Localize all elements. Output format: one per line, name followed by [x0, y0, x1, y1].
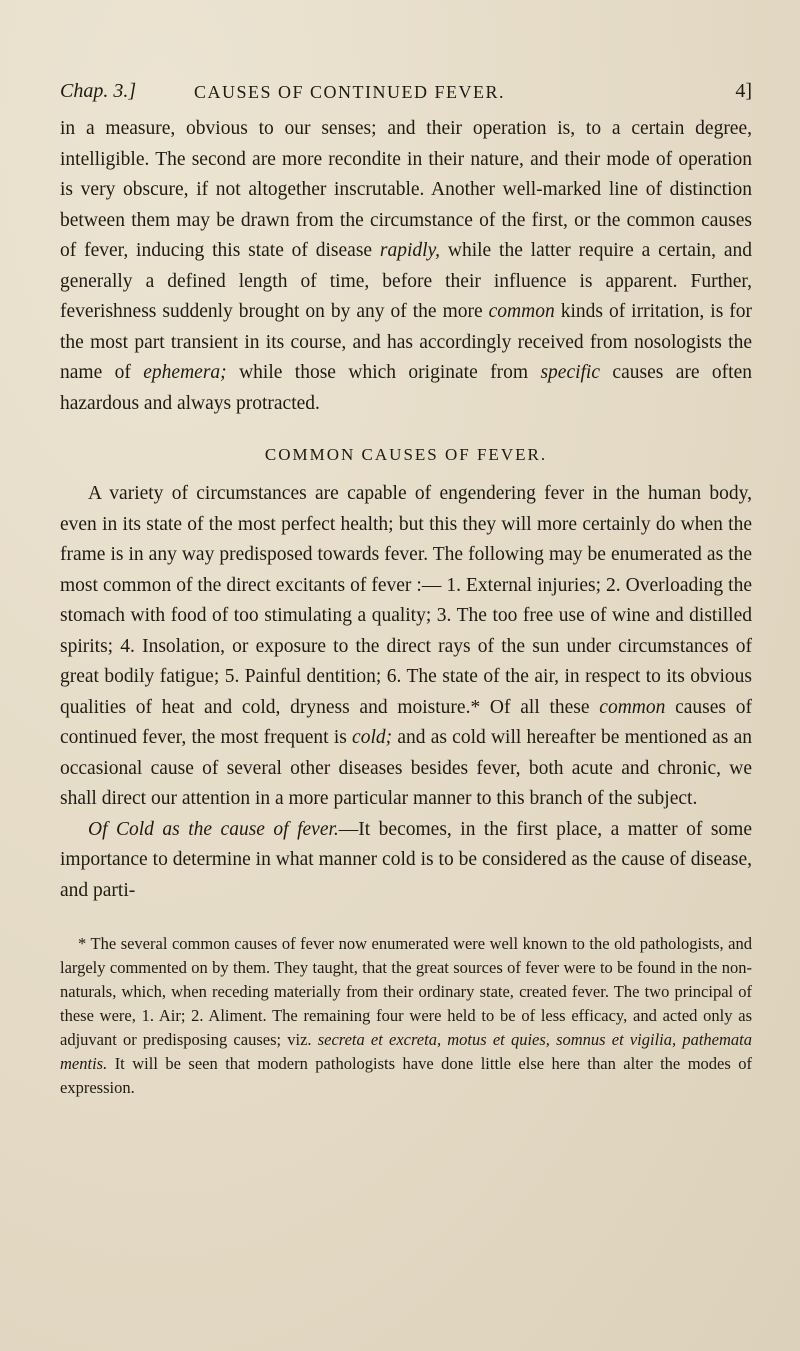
italic-run: specific — [540, 362, 601, 383]
chapter-label: Chap. 3.] — [60, 80, 137, 102]
paragraph-cold — [60, 815, 752, 907]
italic-run: common — [599, 696, 666, 718]
italic-run: Of Cold as the cause of fever. — [88, 818, 339, 840]
paragraph-continued — [60, 114, 752, 419]
running-head — [60, 80, 752, 114]
text-run: while those which originate from — [226, 362, 541, 383]
italic-run: rapidly, — [379, 240, 441, 261]
text-run: It will be seen that modern pathologists have done little else here than alter the modes of expression. — [60, 1054, 752, 1097]
section-heading: COMMON CAUSES OF FEVER. — [264, 445, 548, 464]
text-run: A variety of circumstances are capable of engendering fever in the human body, even in its state of the most perfect health; but this they will more certainly do when the frame is in any way predisposed towards fever. The following may be enumerated as the most common of the direct excitants of fever :— 1. External injuries; 2. Overloading the stomach with food of too stimulating a quality; 3. The too free use of wine and distilled spirits; 4. Insolation, or exposure to the direct rays of the sun under circumstances of great bodily fatigue; 5. Painful dentition; 6. The state of the air, in respect to its obvious qualities of heat and cold, dryness and moisture.* Of all these — [60, 483, 752, 718]
page-number: 4] — [735, 80, 752, 102]
italic-run: ephemera; — [143, 362, 227, 383]
text-run: kinds of irritation, is for the most part transient in its course, and has accordingly received from nosologists the name of — [60, 301, 753, 383]
text-run: while the latter require a certain, and generally a defined length of time, before their influence is apparent. Further, feverishness suddenly brought on by any of the more — [60, 240, 752, 322]
footnote — [60, 932, 752, 1100]
text-run: in a measure, obvious to our senses; and their operation is, to a certain degree, intelligible. The second are more recondite in their nature, and their mode of operation is very obscure, if not altogether inscrutable. Another well-marked line of distinction between them may be drawn from the circumstance of the first, or the common causes of fever, inducing this state of disease — [60, 118, 752, 261]
italic-run: secreta et excreta, motus et quies, somnus et vigilia, pathemata mentis. — [60, 1030, 752, 1073]
italic-run: common — [488, 301, 555, 322]
text-run: causes of continued fever, the most frequent is — [60, 696, 752, 748]
text-run: and as cold will hereafter be mentioned as an occasional cause of several other diseases besides fever, both acute and chronic, we shall direct our attention in a more particular manner to this branch of the subject. — [60, 727, 752, 809]
running-title: CAUSES OF CONTINUED FEVER. — [194, 82, 506, 102]
text-run: causes are often hazardous and always protracted. — [60, 362, 752, 414]
italic-run: cold; — [352, 727, 393, 748]
paragraph-causes — [60, 479, 752, 815]
text-run: —It becomes, in the first place, a matter of some importance to determine in what manner cold is to be considered as the cause of disease, and parti- — [60, 818, 752, 901]
book-page — [60, 80, 752, 1117]
text-run: * The several common causes of fever now enumerated were well known to the old pathologists, and largely commented on by them. They taught, that the great sources of fever were to be found in the non-naturals, which, when receding materially from their ordinary state, created fever. The two principal of these were, 1. Air; 2. Aliment. The remaining four were held to be of less efficacy, and acted only as adjuvant or predisposing causes; viz. — [60, 934, 752, 1049]
